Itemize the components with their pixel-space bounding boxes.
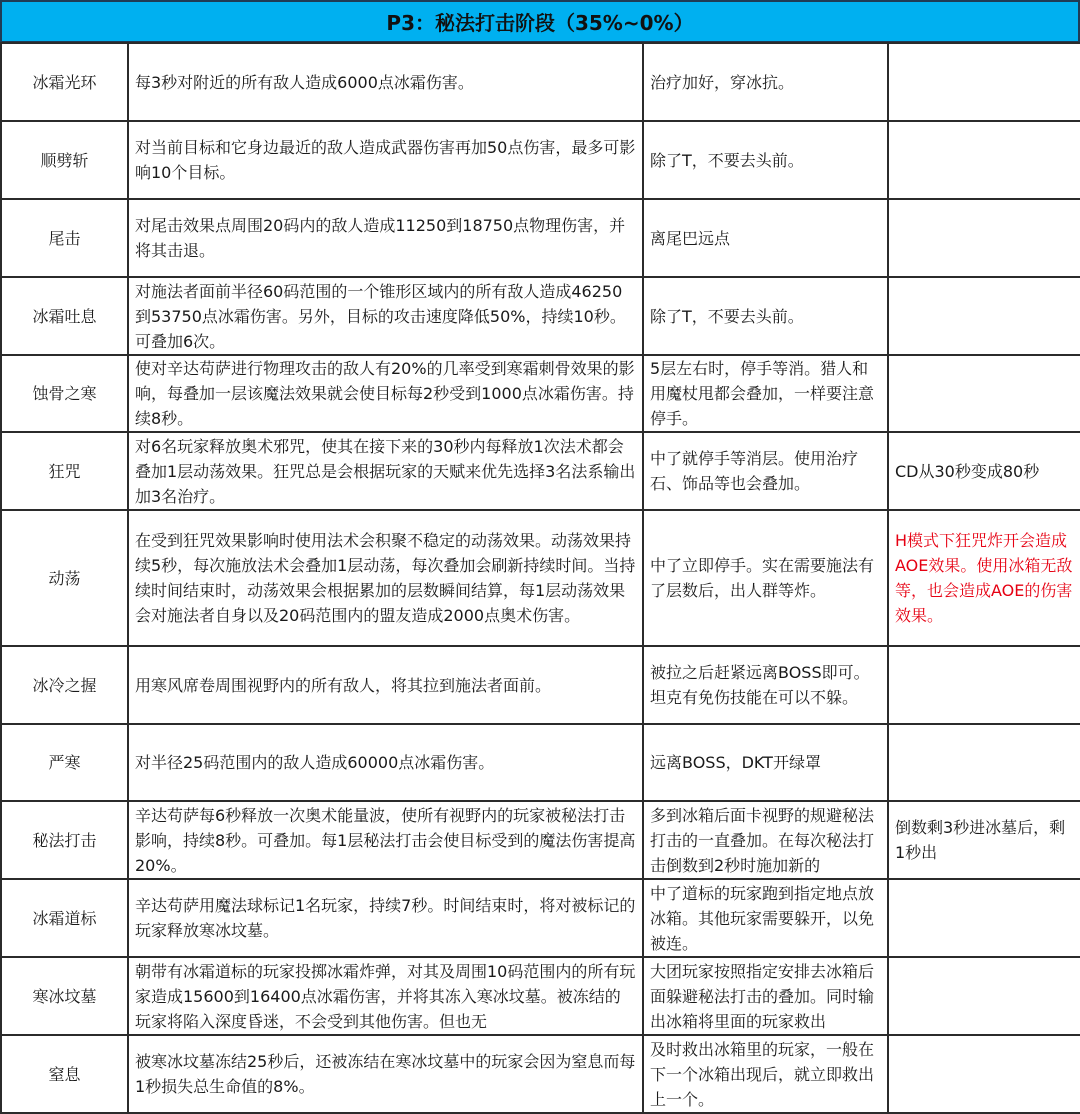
skill-name-cell: 寒冰坟墓 [1, 957, 128, 1035]
table-row [1, 121, 1080, 199]
table-row [1, 43, 1080, 121]
strategy-tip-cell: 中了道标的玩家跑到指定地点放冰箱。其他玩家需要躲开，以免被连。 [643, 879, 888, 957]
strategy-tip-cell: 中了就停手等消层。使用治疗石、饰品等也会叠加。 [643, 432, 888, 510]
note-cell [888, 879, 1080, 957]
table-row [1, 355, 1080, 432]
strategy-tip-cell: 治疗加好，穿冰抗。 [643, 43, 888, 121]
skill-description-cell: 用寒风席卷周围视野内的所有敌人，将其拉到施法者面前。 [128, 646, 643, 724]
skill-name-cell: 冰霜光环 [1, 43, 128, 121]
skill-name-cell: 尾击 [1, 199, 128, 277]
skill-description-cell: 对当前目标和它身边最近的敌人造成武器伤害再加50点伤害，最多可影响10个目标。 [128, 121, 643, 199]
strategy-tip-cell: 及时救出冰箱里的玩家，一般在下一个冰箱出现后，就立即救出上一个。 [643, 1035, 888, 1113]
strategy-tip-cell: 离尾巴远点 [643, 199, 888, 277]
skill-name-cell: 蚀骨之寒 [1, 355, 128, 432]
note-cell: CD从30秒变成80秒 [888, 432, 1080, 510]
skill-name-cell: 顺劈斩 [1, 121, 128, 199]
skill-description-cell: 辛达苟萨用魔法球标记1名玩家，持续7秒。时间结束时，将对被标记的玩家释放寒冰坟墓。 [128, 879, 643, 957]
note-cell: 倒数剩3秒进冰墓后，剩1秒出 [888, 801, 1080, 879]
note-cell [888, 121, 1080, 199]
strategy-tip-cell: 多到冰箱后面卡视野的规避秘法打击的一直叠加。在每次秘法打击倒数到2秒时施加新的 [643, 801, 888, 879]
skill-description-cell: 每3秒对附近的所有敌人造成6000点冰霜伤害。 [128, 43, 643, 121]
strategy-tip-cell: 除了T，不要去头前。 [643, 277, 888, 355]
skill-name-cell: 秘法打击 [1, 801, 128, 879]
skill-name-cell: 冰霜吐息 [1, 277, 128, 355]
skill-description-cell: 在受到狂咒效果影响时使用法术会积聚不稳定的动荡效果。动荡效果持续5秒，每次施放法术会叠加1层动荡，每次叠加会刷新持续时间。当持续时间结束时，动荡效果会根据累加的层数瞬间结算，每1层动荡效果会对施法者自身以及20码范围内的盟友造成2000点奥术伤害。 [128, 510, 643, 646]
table-row [1, 199, 1080, 277]
table-row [1, 801, 1080, 879]
note-cell [888, 957, 1080, 1035]
table-row [1, 879, 1080, 957]
skill-name-cell: 冰冷之握 [1, 646, 128, 724]
strategy-tip-cell: 远离BOSS，DKT开绿罩 [643, 724, 888, 801]
note-cell-highlighted: H模式下狂咒炸开会造成AOE效果。使用冰箱无敌等，也会造成AOE的伤害效果。 [888, 510, 1080, 646]
strategy-tip-cell: 中了立即停手。实在需要施法有了层数后，出人群等炸。 [643, 510, 888, 646]
table-row [1, 957, 1080, 1035]
skill-description-cell: 辛达苟萨每6秒释放一次奥术能量波，使所有视野内的玩家被秘法打击影响，持续8秒。可叠加。每1层秘法打击会使目标受到的魔法伤害提高20%。 [128, 801, 643, 879]
skill-table [0, 42, 1080, 1114]
table-row [1, 646, 1080, 724]
skill-name-cell: 动荡 [1, 510, 128, 646]
note-cell [888, 43, 1080, 121]
skill-name-cell: 冰霜道标 [1, 879, 128, 957]
table-row [1, 432, 1080, 510]
skill-name-cell: 窒息 [1, 1035, 128, 1113]
table-row [1, 277, 1080, 355]
phase-title: P3：秘法打击阶段（35%~0%） [0, 0, 1080, 43]
note-cell [888, 646, 1080, 724]
strategy-tip-cell: 除了T，不要去头前。 [643, 121, 888, 199]
strategy-tip-cell: 被拉之后赶紧远离BOSS即可。坦克有免伤技能在可以不躲。 [643, 646, 888, 724]
note-cell [888, 199, 1080, 277]
table-row [1, 1035, 1080, 1113]
note-cell [888, 355, 1080, 432]
table-row [1, 724, 1080, 801]
note-cell [888, 277, 1080, 355]
strategy-tip-cell: 5层左右时，停手等消。猎人和用魔杖甩都会叠加，一样要注意停手。 [643, 355, 888, 432]
skill-description-cell: 使对辛达苟萨进行物理攻击的敌人有20%的几率受到寒霜刺骨效果的影响，每叠加一层该魔法效果就会使目标每2秒受到1000点冰霜伤害。持续8秒。 [128, 355, 643, 432]
skill-description-cell: 对半径25码范围内的敌人造成60000点冰霜伤害。 [128, 724, 643, 801]
skill-description-cell: 朝带有冰霜道标的玩家投掷冰霜炸弹，对其及周围10码范围内的所有玩家造成15600到16400点冰霜伤害，并将其冻入寒冰坟墓。被冻结的玩家将陷入深度昏迷，不会受到其他伤害。但也无 [128, 957, 643, 1035]
skill-description-cell: 对尾击效果点周围20码内的敌人造成11250到18750点物理伤害，并将其击退。 [128, 199, 643, 277]
table-row [1, 510, 1080, 646]
skill-name-cell: 狂咒 [1, 432, 128, 510]
skill-description-cell: 被寒冰坟墓冻结25秒后，还被冻结在寒冰坟墓中的玩家会因为窒息而每1秒损失总生命值的8%。 [128, 1035, 643, 1113]
note-cell [888, 1035, 1080, 1113]
skill-table-body [1, 43, 1080, 1113]
skill-description-cell: 对6名玩家释放奥术邪咒，使其在接下来的30秒内每释放1次法术都会叠加1层动荡效果。狂咒总是会根据玩家的天赋来优先选择3名法系输出加3名治疗。 [128, 432, 643, 510]
skill-description-cell: 对施法者面前半径60码范围的一个锥形区域内的所有敌人造成46250到53750点冰霜伤害。另外，目标的攻击速度降低50%，持续10秒。可叠加6次。 [128, 277, 643, 355]
note-cell [888, 724, 1080, 801]
strategy-tip-cell: 大团玩家按照指定安排去冰箱后面躲避秘法打击的叠加。同时输出冰箱将里面的玩家救出 [643, 957, 888, 1035]
skill-name-cell: 严寒 [1, 724, 128, 801]
